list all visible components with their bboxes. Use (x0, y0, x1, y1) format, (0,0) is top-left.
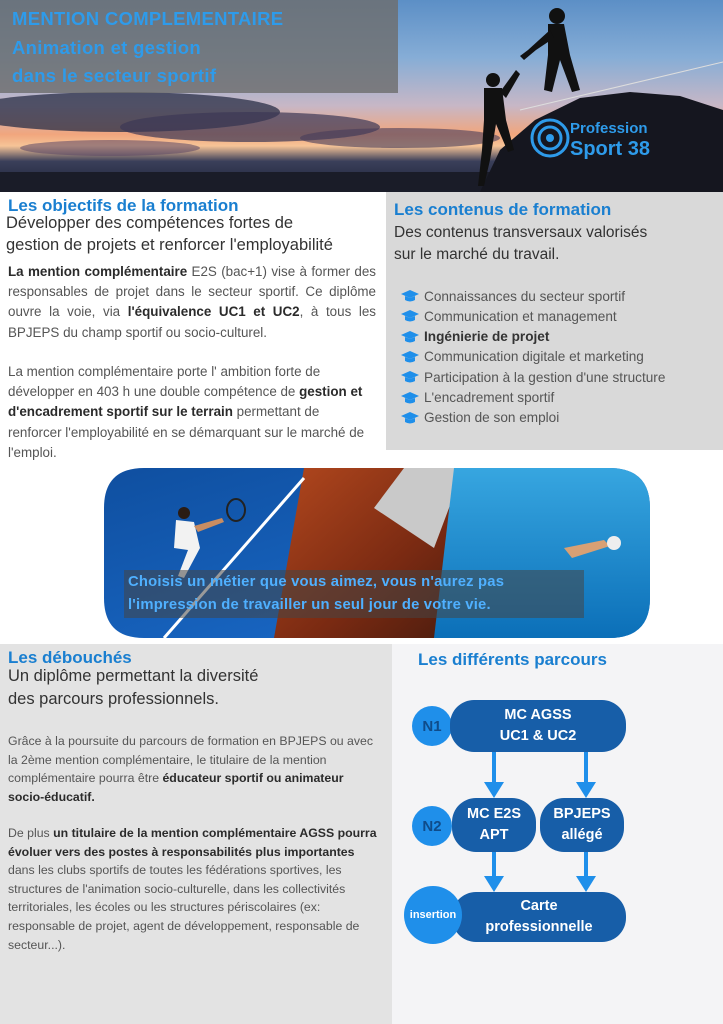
arrow-down-icon (482, 752, 506, 800)
list-item (400, 327, 549, 347)
graduation-cap-icon (400, 350, 420, 364)
debouches-paragraph: Grâce à la poursuite du parcours de formation en BPJEPS ou avec la 2ème mention complémentaire, le titulaire de la mention complémentaire pourra être éducateur sportif ou animateur socio-éducatif. (8, 734, 374, 804)
graduation-cap-icon (400, 309, 420, 323)
objectifs-paragraph: La mention complémentaire porte l' ambition forte de développer en 403 h une double compétence de gestion et d'encadrement sportif sur le terrain permettant de renforcer l'employabilité en se démarquant sur le marché de l'emploi. (8, 364, 365, 460)
debouches-paragraph: De plus un titulaire de la mention complémentaire AGSS pourra évoluer vers des postes à responsabilités plus importantes dans les clubs sportifs de toutes les fédérations sportives, les structures de l'animation socio-culturelle, dans les collectivités territoriales, les écoles ou les structures périscolaires (ex: responsable de projet, agent de développement, responsable de secteur...). (8, 826, 377, 952)
list-item-label: L'encadrement sportif (424, 390, 555, 405)
list-item (400, 388, 554, 408)
arrow-down-icon (574, 752, 598, 800)
contenus-heading: Les contenus de formation (394, 200, 612, 219)
objectifs-heading: Les objectifs de la formation (8, 196, 239, 215)
arrow-down-icon (574, 852, 598, 894)
graduation-cap-icon (400, 370, 420, 384)
list-item-label: Participation à la gestion d'une structure (424, 369, 666, 385)
logo-text: Profession (570, 120, 648, 137)
objectifs-paragraph: La mention complémentaire E2S (bac+1) vise à former des responsables de projet dans le secteur sportif. Ce diplôme ouvre la voie, via l'équivalence UC1 et UC2, à tous les BPJEPS du champ sportif ou socio-culturel. (8, 264, 376, 340)
page-title: MENTION COMPLEMENTAIRE (12, 8, 284, 29)
graduation-cap-icon (400, 411, 420, 425)
objectifs-subtitle: Développer des compétences fortes de (6, 214, 294, 232)
contenus-subtitle: Des contenus transversaux valorisés (394, 224, 648, 241)
flow-node-agss: MC AGSS UC1 & UC2 (450, 700, 626, 752)
list-item-label: Communication digitale et marketing (424, 349, 644, 365)
page-title: dans le secteur sportif (12, 65, 217, 86)
level-badge-n1: N1 (412, 706, 452, 746)
objectifs-subtitle: gestion de projets et renforcer l'employabilité (6, 236, 333, 254)
hero-banner (0, 0, 723, 192)
contenus-subtitle: sur le marché du travail. (394, 246, 560, 263)
debouches-subtitle: des parcours professionnels. (8, 690, 219, 708)
cloud (20, 140, 200, 156)
list-item-label: Ingénierie de projet (424, 329, 550, 345)
list-item (400, 306, 617, 326)
graduation-cap-icon (400, 289, 420, 303)
flow-node-bpjeps: BPJEPS allégé (540, 798, 624, 852)
debouches-heading: Les débouchés (8, 648, 132, 667)
parcours-heading: Les différents parcours (418, 650, 607, 669)
list-item-label: Gestion de son emploi (424, 410, 560, 426)
quote-text: l'impression de travailler un seul jour de votre vie. (128, 597, 491, 613)
graduation-cap-icon (400, 330, 420, 344)
list-item (400, 408, 559, 428)
list-item (400, 367, 665, 387)
list-item-label: Connaissances du secteur sportif (424, 288, 625, 304)
flow-node-carte: Carte professionnelle (452, 892, 626, 942)
debouches-subtitle: Un diplôme permettant la diversité (8, 667, 259, 685)
logo-text: Sport 38 (570, 138, 651, 160)
quote-text: Choisis un métier que vous aimez, vous n'aurez pas (128, 574, 505, 590)
list-item-label: Communication et management (424, 308, 617, 324)
flow-node-e2s: MC E2S APT (452, 798, 536, 852)
list-item (400, 347, 644, 367)
arrow-down-icon (482, 852, 506, 894)
level-badge-insertion: insertion (404, 886, 462, 944)
level-badge-n2: N2 (412, 806, 452, 846)
graduation-cap-icon (400, 391, 420, 405)
list-item (400, 286, 625, 306)
page-title: Animation et gestion (12, 37, 201, 58)
